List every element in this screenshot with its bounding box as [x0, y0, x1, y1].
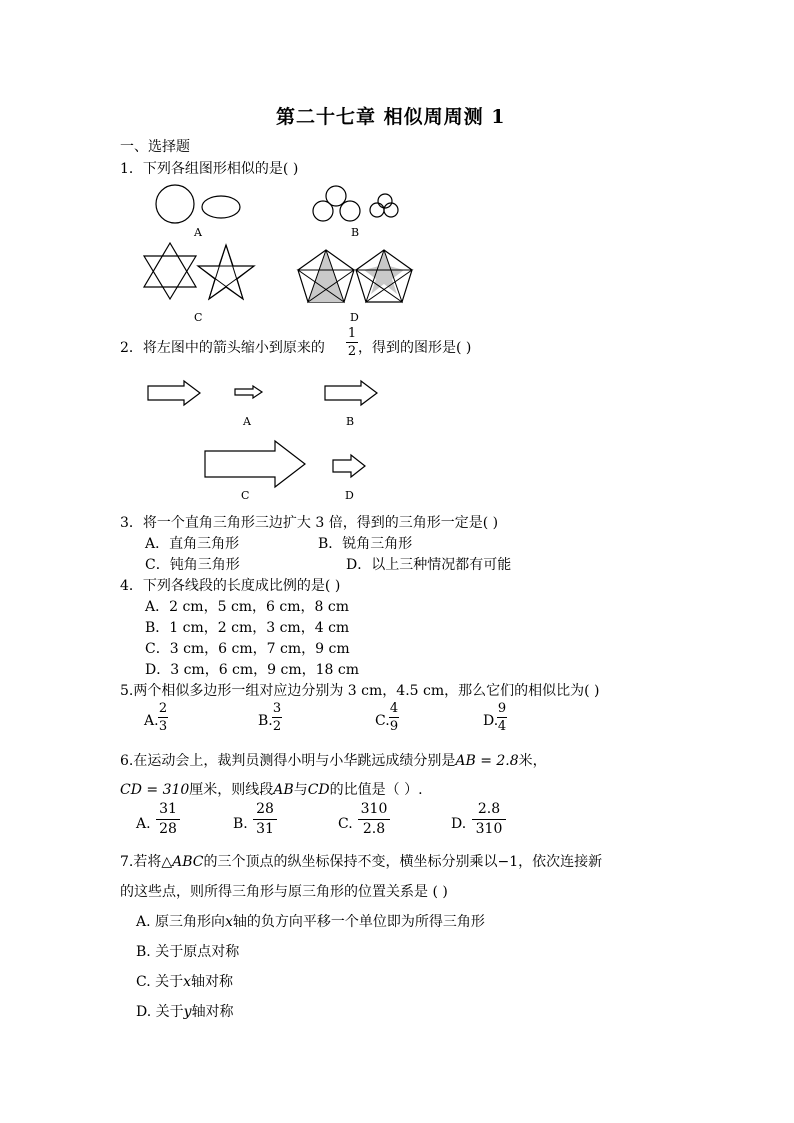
- q1-a-ellipse: [202, 196, 240, 218]
- q5-option-d-label: D.: [483, 713, 499, 729]
- q7-text: 轴对称: [191, 974, 234, 990]
- frac-den: 28: [159, 821, 177, 837]
- q7-math-y: y: [183, 1004, 192, 1020]
- q4-option-a: A．2 cm，5 cm，6 cm，8 cm: [145, 599, 350, 615]
- q5-option-b-fraction: [272, 701, 282, 734]
- frac-num: 3: [272, 701, 282, 716]
- frac-den: 4: [497, 719, 507, 734]
- q7-option-d: [136, 1003, 234, 1021]
- q1-c-hexagram: [144, 256, 196, 299]
- q5-option-c-label: C.: [375, 713, 390, 729]
- frac-num: 2: [158, 701, 168, 716]
- q6-text: 的比值是（ ）.: [329, 782, 423, 798]
- q6-option-a-fraction: [156, 801, 180, 838]
- q2-stem-part2: ，得到的图形是( ): [358, 340, 472, 356]
- q6-math-ab2: AB: [273, 782, 294, 798]
- q1-b-circle: [313, 201, 333, 221]
- q2-label-d: D: [345, 489, 354, 502]
- frac-num: 2.8: [477, 801, 501, 817]
- q5-option-a-fraction: [158, 701, 168, 734]
- q6-option-c-label: C.: [338, 816, 353, 832]
- q7-math-x: x: [183, 974, 192, 990]
- frac-den: 31: [256, 821, 274, 837]
- q5-stem: 5.两个相似多边形一组对应边分别为 3 cm，4.5 cm，那么它们的相似比为( ): [120, 683, 600, 699]
- q2-arrow-d: [331, 454, 367, 478]
- q1-figure-b: [310, 185, 405, 225]
- q7-option-a: [136, 913, 485, 931]
- frac-num: 310: [360, 801, 388, 817]
- q3-stem: 3．将一个直角三角形三边扩大 3 倍，得到的三角形一定是( ): [120, 515, 499, 531]
- q2-label-b: B: [346, 415, 355, 428]
- q1-label-a: A: [194, 226, 202, 239]
- q3-option-c: C．钝角三角形: [145, 557, 240, 573]
- q7-text: D. 关于: [136, 1004, 184, 1020]
- q5-option-b-label: B.: [258, 713, 273, 729]
- q1-label-d: D: [350, 311, 359, 324]
- q6-text: 与: [293, 782, 308, 798]
- q7-text: 7.若将: [120, 854, 162, 870]
- q6-text: 厘米，则线段: [189, 782, 274, 798]
- q1-figure-a: [150, 183, 250, 223]
- q5-option-d-fraction: [497, 701, 507, 734]
- q1-b-circle: [370, 203, 384, 217]
- q7-option-b: B. 关于原点对称: [136, 944, 240, 960]
- frac-num: 4: [389, 701, 399, 716]
- q1-d-shade: [364, 250, 404, 294]
- q7-text: 的三个顶点的纵坐标保持不变，横坐标分别乘以: [203, 854, 498, 870]
- q7-math-triangle: △ABC: [161, 854, 204, 870]
- section-heading: 一、选择题: [120, 139, 190, 155]
- q1-label-c: C: [194, 311, 203, 324]
- q7-num: −1: [497, 854, 519, 870]
- q7-text: 轴对称: [191, 1004, 234, 1020]
- q6-option-d-label: D.: [451, 816, 467, 832]
- q6-option-b-label: B.: [233, 816, 248, 832]
- q1-d-shade: [308, 250, 344, 302]
- frac-num: 9: [497, 701, 507, 716]
- q1-c-hexagram: [144, 243, 196, 287]
- q7-text: ，依次连接新: [518, 854, 603, 870]
- q1-c-star-lines: [198, 245, 254, 299]
- q6-text: 6.在运动会上，裁判员测得小明与小华跳远成绩分别是: [120, 753, 456, 769]
- q6-math-ab: AB = 2.8: [455, 753, 519, 769]
- q6-text: 米，: [518, 753, 547, 769]
- frac-den: 3: [158, 719, 168, 734]
- q6-option-a-label: A.: [136, 816, 151, 832]
- q4-stem: 4．下列各线段的长度成比例的是( ): [120, 578, 341, 594]
- q1-a-circle: [156, 185, 194, 223]
- frac-den: 2: [272, 719, 282, 734]
- q2-label-a: A: [243, 415, 251, 428]
- q3-option-b: B．锐角三角形: [318, 536, 413, 552]
- q1-label-b: B: [351, 226, 360, 239]
- q7-text: 轴的负方向平移一个单位即为所得三角形: [232, 914, 485, 930]
- q1-b-circle: [340, 201, 360, 221]
- q3-option-d: D．以上三种情况都有可能: [346, 557, 512, 573]
- q1-stem: 1．下列各组图形相似的是( ): [120, 161, 299, 177]
- frac-den: 2.8: [362, 821, 386, 837]
- q7-option-c: [136, 973, 233, 991]
- frac-den: 310: [475, 821, 503, 837]
- q6-option-d-fraction: [472, 801, 506, 838]
- q2-arrow-a: [234, 385, 264, 399]
- q7-line2: 的这些点，则所得三角形与原三角形的位置关系是 ( ): [120, 884, 448, 900]
- q1-figure-c: [140, 241, 260, 301]
- q2-label-c: C: [241, 489, 250, 502]
- q4-option-d: D．3 cm，6 cm，9 cm，18 cm: [145, 662, 360, 678]
- q1-figure-d: [296, 248, 416, 306]
- q6-line2: [120, 781, 423, 799]
- q7-text: C. 关于: [136, 974, 184, 990]
- q2-fraction: [346, 326, 358, 359]
- q4-option-b: B．1 cm，2 cm，3 cm，4 cm: [145, 620, 350, 636]
- q7-math-x: x: [225, 914, 233, 930]
- q6-math-cd: CD = 310: [120, 782, 190, 798]
- q7-text: A. 原三角形向: [136, 914, 226, 930]
- q2-frac-den: 2: [347, 344, 357, 359]
- q2-stem-part1: 2．将左图中的箭头缩小到原来的: [120, 340, 325, 356]
- q3-option-a: A．直角三角形: [145, 536, 240, 552]
- page-title: 第二十七章 相似周周测 1: [276, 106, 506, 128]
- q6-option-b-fraction: [253, 801, 277, 838]
- q6-line1: [120, 752, 547, 770]
- frac-den: 9: [389, 719, 399, 734]
- q2-arrow-b: [323, 380, 379, 406]
- frac-num: 28: [256, 801, 274, 817]
- q2-arrow-c: [203, 439, 307, 489]
- q4-option-c: C．3 cm，6 cm，7 cm，9 cm: [145, 641, 350, 657]
- q2-original-arrow: [146, 380, 202, 406]
- q2-frac-num: 1: [347, 326, 357, 341]
- q5-option-a-label: A.: [144, 713, 159, 729]
- q6-option-c-fraction: [358, 801, 390, 838]
- frac-num: 31: [159, 801, 177, 817]
- q5-option-c-fraction: [389, 701, 399, 734]
- q6-math-cd2: CD: [307, 782, 330, 798]
- q7-line1: [120, 853, 602, 871]
